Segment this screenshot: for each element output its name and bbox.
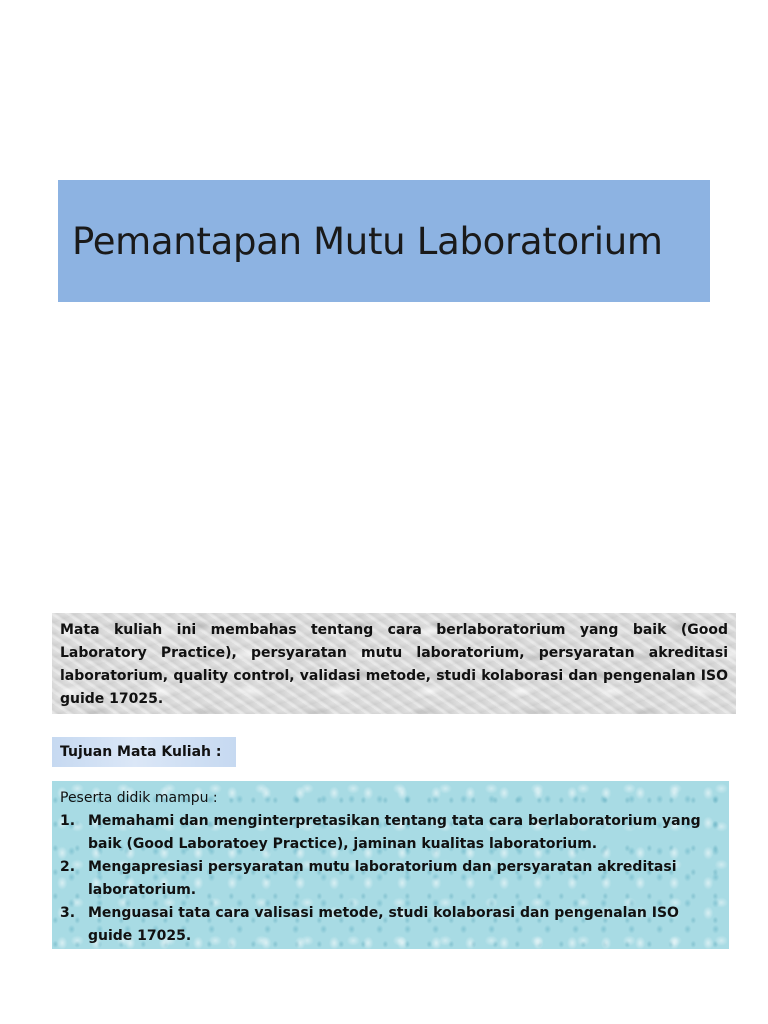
page-title: Pemantapan Mutu Laboratorium [72, 219, 663, 263]
goals-list [60, 810, 719, 948]
goal-item [60, 902, 719, 948]
goal-number: 1. [60, 813, 76, 829]
goal-text: Memahami dan menginterpretasikan tentang tata cara berlaboratorium yang baik (Good Laboratoey Practice), jaminan kualitas laboratorium. [88, 813, 701, 852]
title-banner [58, 180, 710, 302]
goal-text: Menguasai tata cara valisasi metode, studi kolaborasi dan pengenalan ISO guide 17025. [88, 905, 679, 944]
goal-number: 2. [60, 859, 76, 875]
goal-item [60, 856, 719, 902]
goal-item [60, 810, 719, 856]
goal-number: 3. [60, 905, 76, 921]
goals-panel [52, 781, 729, 949]
goals-heading: Tujuan Mata Kuliah : [52, 737, 236, 767]
goals-intro: Peserta didik mampu : [60, 790, 218, 806]
goal-text: Mengapresiasi persyaratan mutu laboratorium dan persyaratan akreditasi laboratorium. [88, 859, 677, 898]
course-description: Mata kuliah ini membahas tentang cara berlaboratorium yang baik (Good Laboratory Practice), persyaratan mutu laboratorium, persyaratan akreditasi laboratorium, quality control, validasi metode, studi kolaborasi dan pengenalan ISO guide 17025. [52, 613, 736, 714]
